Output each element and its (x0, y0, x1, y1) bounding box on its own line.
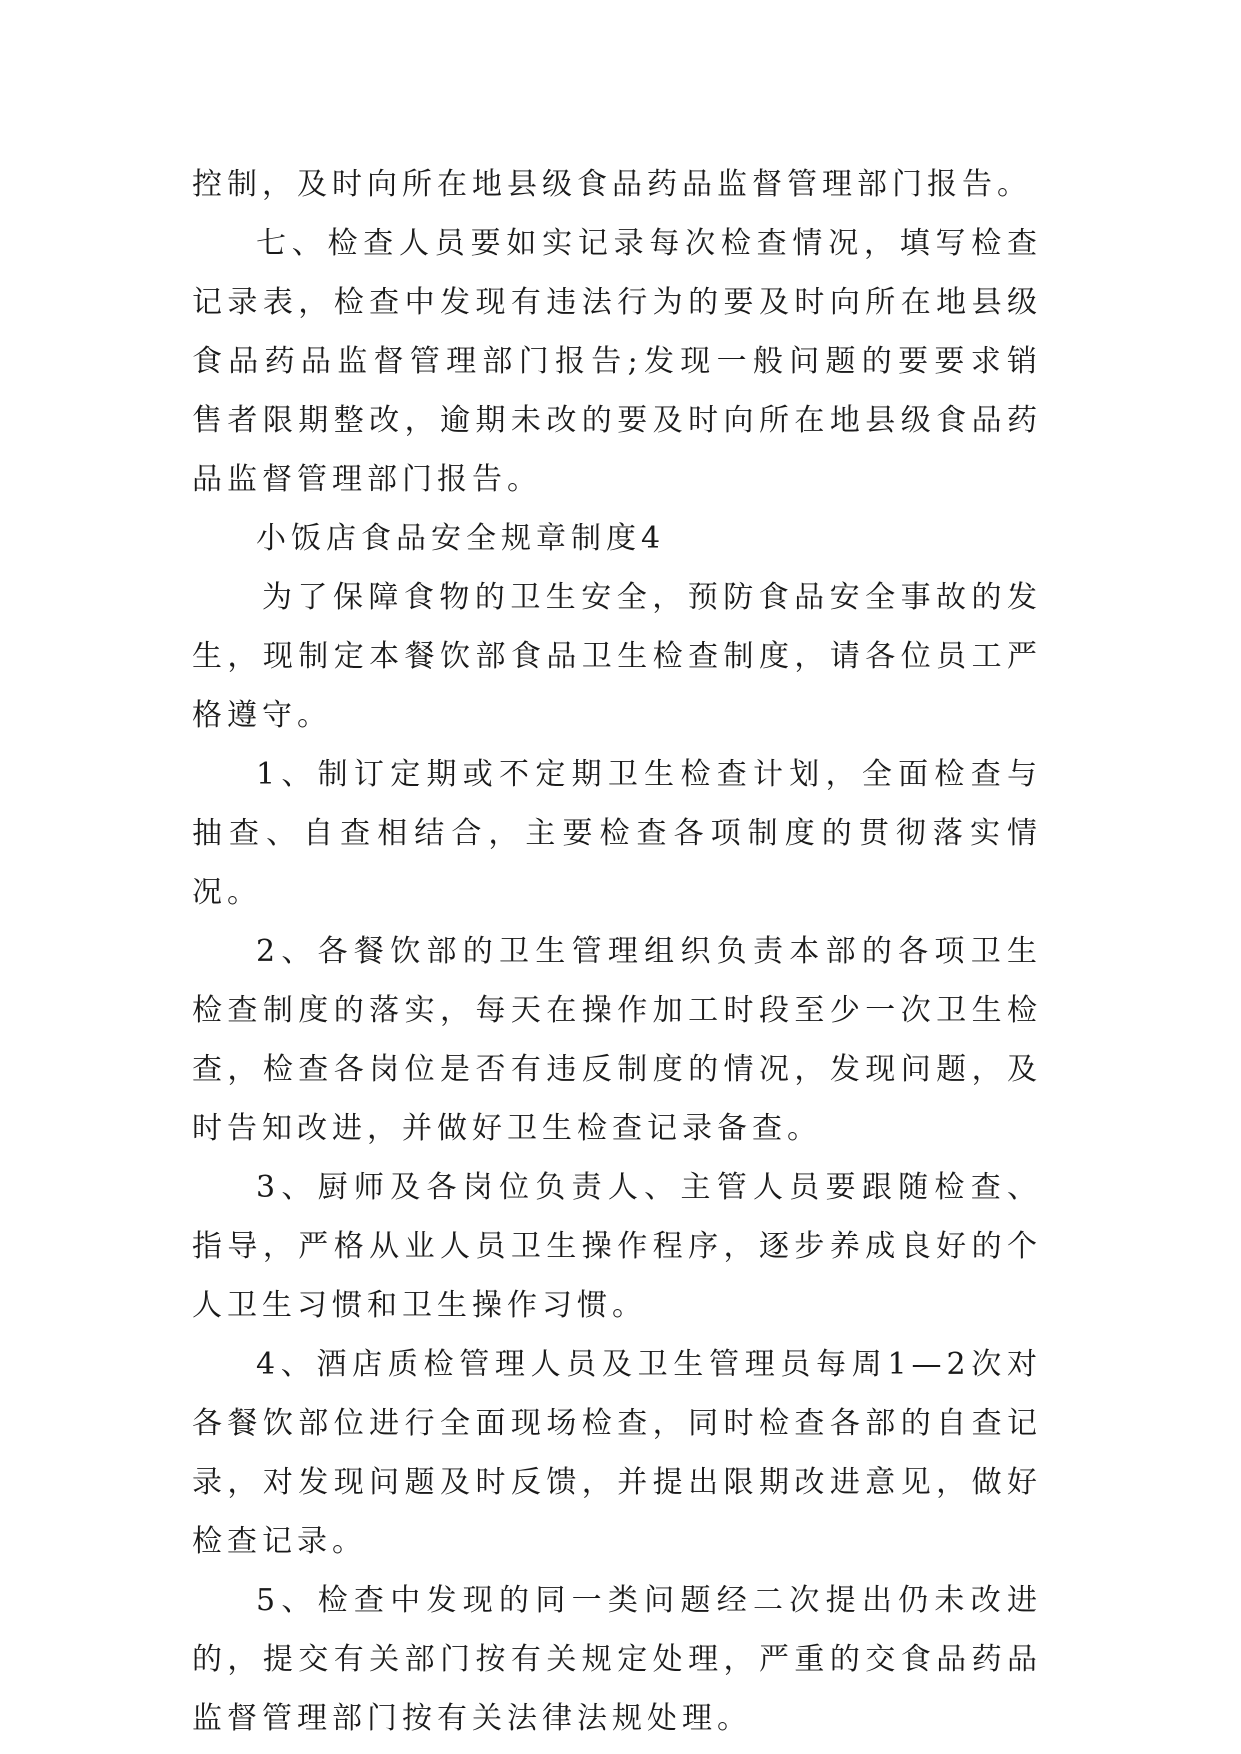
paragraph-rule-5: 5、检查中发现的同一类问题经二次提出仍未改进的，提交有关部门按有关规定处理，严重的交食品药品监督管理部门按有关法律法规处理。 (192, 1583, 1042, 1736)
paragraph-intro: 为了保障食物的卫生安全，预防食品安全事故的发生，现制定本餐饮部食品卫生检查制度，请各位员工严格遵守。 (192, 580, 1042, 733)
paragraph-rule-3: 3、厨师及各岗位负责人、主管人员要跟随检查、指导，严格从业人员卫生操作程序，逐步养成良好的个人卫生习惯和卫生操作习惯。 (192, 1170, 1042, 1323)
paragraph-rule-4: 4、酒店质检管理人员及卫生管理员每周1—2次对各餐饮部位进行全面现场检查，同时检查各部的自查记录，对发现问题及时反馈，并提出限期改进意见，做好检查记录。 (192, 1347, 1042, 1559)
section-heading: 小饭店食品安全规章制度4 (256, 521, 666, 556)
paragraph-item-7: 七、检查人员要如实记录每次检查情况，填写检查记录表，检查中发现有违法行为的要及时向所在地县级食品药品监督管理部门报告;发现一般问题的要要求销售者限期整改，逾期未改的要及时向所在地县级食品药品监督管理部门报告。 (192, 226, 1042, 497)
paragraph-rule-1: 1、制订定期或不定期卫生检查计划，全面检查与抽查、自查相结合，主要检查各项制度的贯彻落实情况。 (192, 757, 1042, 910)
paragraph-rule-2: 2、各餐饮部的卫生管理组织负责本部的各项卫生检查制度的落实，每天在操作加工时段至少一次卫生检查，检查各岗位是否有违反制度的情况，发现问题，及时告知改进，并做好卫生检查记录备查。 (192, 934, 1042, 1146)
paragraph-continuation: 控制，及时向所在地县级食品药品监督管理部门报告。 (192, 167, 1032, 202)
document-body (192, 155, 1042, 1748)
